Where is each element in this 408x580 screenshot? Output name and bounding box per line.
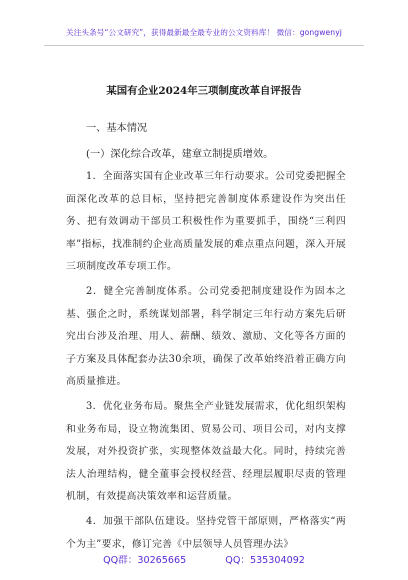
footer-qq-number: QQ：535304092 <box>225 555 305 566</box>
footer-qq-group: QQ群：30265665 <box>103 555 187 566</box>
header-banner <box>0 0 408 60</box>
section-heading: 一、基本情况 <box>86 123 148 134</box>
paragraph-1: 1．全面落实国有企业改革三年行动要求。公司党委把握全面深化改革的总目标，坚持把完善制度体系建设作为突出任务、把有效调动干部员工积极性作为重要抓手，围绕“三利四率”指标，找准制约企业高质量发展的难点重点问题，深入开展三项制度改革专项工作。 <box>66 171 346 273</box>
header-divider <box>44 45 364 46</box>
document-body <box>66 118 346 556</box>
footer-contact <box>0 552 408 566</box>
header-banner-text: 关注头条号“公文研究”，获得最新最全最专业的公文资料库！ 微信：gongwenyj <box>66 28 342 37</box>
paragraph-3: 3．优化业务布局。聚焦全产业链发展需求，优化组织架构和业务布局，设立物流集团、贸易公司、项目公司，对内支撑发展，对外投资扩张，实现整体效益最大化。同时，持续完善法人治理结构，健全董事会授权经营、经理层履职尽责的管理机制，有效提高决策效率和运营质量。 <box>66 400 346 503</box>
subsection-heading: (一）深化综合改革，建章立制提质增效。 <box>86 149 274 160</box>
paragraph-4: 4．加强干部队伍建设。坚持党管干部原则，严格落实“两个为主”要求，修订完善《中层领导人员管理办法》 <box>66 515 346 550</box>
document-title: 某国有企业2024年三项制度改革自评报告 <box>106 85 302 97</box>
paragraph-2: 2．健全完善制度体系。公司党委把制度建设作为固本之基、强企之时，系统谋划部署，科学制定三年行动方案先后研究出台涉及治理、用人、薪酬、绩效、激励、文化等各方面的子方案及具体配套办法30余项，确保了改革始终沿着正确方向高质量推进。 <box>66 285 346 388</box>
